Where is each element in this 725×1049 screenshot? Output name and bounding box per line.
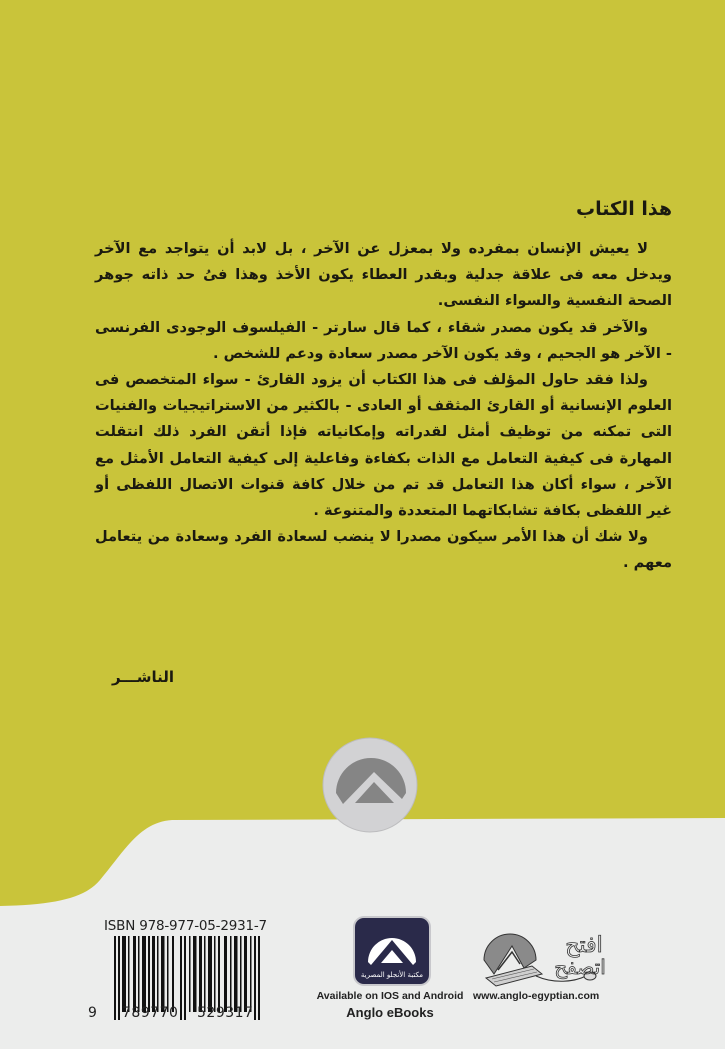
- blurb-paragraph: ولذا فقد حاول المؤلف فى هذا الكتاب أن يزود القارئ - سواء المتخصص فى العلوم الإنسانية أو القارئ المثقف أو العادى - بالكثير من الاستراتيجيات والفنيات التى تمكنه من توظيف أمثل لقدراته وإمكانياته فإذا أتقن الفرد ذلك انتقلت المهارة فى كيفية التعامل مع الذات بكفاءة وفاعلية إلى كيفية التعامل الأمثل مع الآخر ، سواء أكان هذا التعامل قد تم من خلال كافة قنوات الاتصال اللفظى أو غير اللفظى بكافة تشابكاتهما المتعددة والمتنوعة .: [95, 371, 672, 520]
- barcode-digits-right: 529317: [197, 1005, 254, 1021]
- computer-keyboard-logo-icon: [474, 918, 624, 993]
- barcode-digits-left: 789770: [122, 1005, 179, 1021]
- anglo-app-icon[interactable]: [355, 918, 429, 984]
- blurb-title: هذا الكتاب: [576, 198, 672, 220]
- app-icon-label: مكتبة الأنجلو المصرية: [360, 971, 424, 979]
- isbn-label: ISBN 978-977-05-2931-7: [104, 918, 267, 934]
- anglo-mountain-logo-icon: [322, 737, 418, 833]
- blurb-paragraph: لا يعيش الإنسان بمفرده ولا بمعزل عن الآخر ، بل لابد أن يتواجد مع الآخر ويدخل معه فى علاقة جدلية وبقدر العطاء يكون الأخذ وهذا فىُ حد ذاته جوهر الصحة النفسية والسواء النفسى.: [95, 240, 672, 310]
- publisher-slogan: افتح: [565, 933, 603, 958]
- app-availability-text: Available on IOS and Android: [316, 990, 464, 1002]
- svg-text:اتصفح: اتصفح: [554, 955, 606, 979]
- blurb-section: [95, 196, 672, 577]
- app-name: Anglo eBooks: [346, 1005, 434, 1020]
- blurb-paragraph: ولا شك أن هذا الأمر سيكون مصدرا لا ينضب لسعادة الفرد وسعادة من يتعامل معهم .: [95, 528, 672, 572]
- publisher-signature: الناشـــر: [112, 668, 174, 686]
- publisher-website-link[interactable]: www.anglo-egyptian.com: [473, 990, 600, 1002]
- blurb-paragraph: والآخر قد يكون مصدر شقاء ، كما قال سارتر - الفيلسوف الوجودى الفرنسى - الآخر هو الجحيم ، وقد يكون الآخر مصدر سعادة ودعم للشخص .: [95, 318, 672, 362]
- barcode-lead-digit: 9: [88, 1005, 97, 1021]
